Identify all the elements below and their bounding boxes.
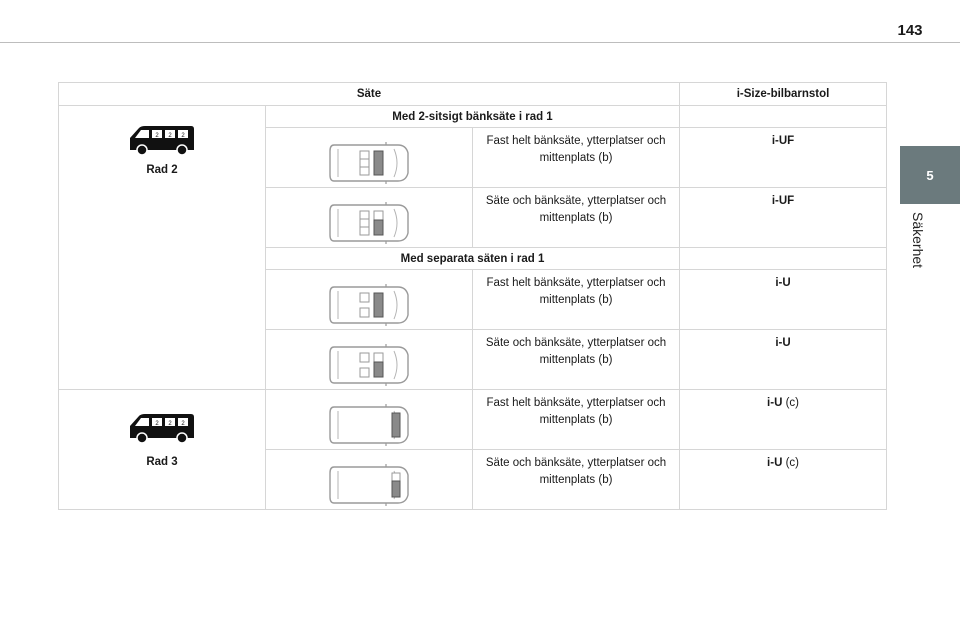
seat-description: Säte och bänksäte, ytterplatser och mittenplats (b) — [473, 450, 680, 510]
seat-description: Fast helt bänksäte, ytterplatser och mittenplats (b) — [473, 390, 680, 450]
group-1-title: Med 2-sitsigt bänksäte i rad 1 — [266, 106, 680, 128]
isize-note: (c) — [785, 397, 800, 409]
isize-code: i-U — [767, 457, 783, 469]
row-2-label: Rad 2 — [146, 164, 178, 176]
isize-value — [680, 128, 887, 188]
row-3-cell — [59, 390, 266, 510]
seat-diagram-cell — [266, 270, 473, 330]
seat-diagram-cell — [266, 450, 473, 510]
row-2-cell — [59, 106, 266, 390]
van-top-view-seat-diagram-icon — [328, 341, 410, 389]
isize-value — [680, 390, 887, 450]
isize-code: i-UF — [771, 135, 795, 147]
header-rule — [0, 42, 960, 43]
van-top-view-seat-diagram-icon — [328, 281, 410, 329]
header-seat: Säte — [59, 83, 680, 106]
van-side-icon — [127, 120, 197, 158]
table-row — [59, 106, 887, 128]
header-isize: i-Size-bilbarnstol — [680, 83, 887, 106]
seat-description: Fast helt bänksäte, ytterplatser och mittenplats (b) — [473, 128, 680, 188]
isize-value — [680, 188, 887, 248]
empty-cell — [680, 248, 887, 270]
isize-value — [680, 330, 887, 390]
seat-description: Säte och bänksäte, ytterplatser och mittenplats (b) — [473, 330, 680, 390]
table-row — [59, 390, 887, 450]
isize-code: i-U — [775, 337, 791, 349]
seat-diagram-cell — [266, 128, 473, 188]
van-top-view-seat-diagram-icon — [328, 401, 410, 449]
seat-description: Säte och bänksäte, ytterplatser och mittenplats (b) — [473, 188, 680, 248]
chapter-tab: 5 — [900, 146, 960, 204]
table-header-row — [59, 83, 887, 106]
van-top-view-seat-diagram-icon — [328, 461, 410, 509]
van-top-view-seat-diagram-icon — [328, 139, 410, 187]
empty-cell — [680, 106, 887, 128]
isize-code: i-U — [775, 277, 791, 289]
seat-diagram-cell — [266, 390, 473, 450]
van-top-view-seat-diagram-icon — [328, 199, 410, 247]
seat-diagram-cell — [266, 188, 473, 248]
isize-seat-table — [58, 82, 887, 510]
row-3-label: Rad 3 — [146, 456, 178, 468]
isize-value — [680, 450, 887, 510]
group-2-title: Med separata säten i rad 1 — [266, 248, 680, 270]
isize-code: i-UF — [771, 195, 795, 207]
isize-code: i-U — [767, 397, 783, 409]
seat-description: Fast helt bänksäte, ytterplatser och mittenplats (b) — [473, 270, 680, 330]
van-side-icon — [127, 408, 197, 446]
seat-diagram-cell — [266, 330, 473, 390]
chapter-title: Säkerhet — [910, 212, 926, 269]
isize-value — [680, 270, 887, 330]
page-number: 143 — [897, 22, 923, 39]
isize-note: (c) — [785, 457, 800, 469]
